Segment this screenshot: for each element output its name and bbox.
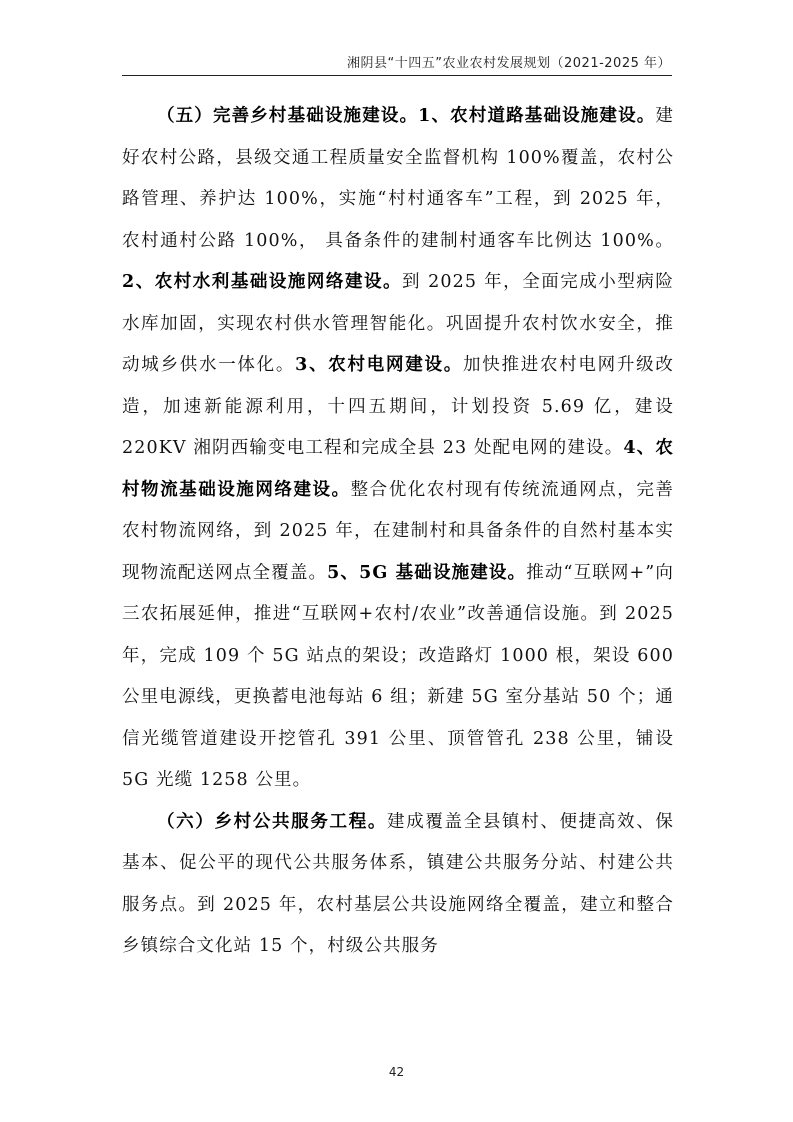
text-public-services: 建成覆盖全县镇村、便捷高效、保基本、促公平的现代公共服务体系，镇建公共服务分站、村建公共服务点。到 2025 年，农村基层公共设施网络全覆盖，建立和整合乡镇综合文化站 15 个，村级公共服务 <box>122 811 674 956</box>
text-water-network: 到 2025 年，全面完成小型病险水库加固，实现农村供水管理智能化。巩固提升农村饮水安全，推动城乡供水一体化。 <box>122 272 674 375</box>
body-text <box>122 96 674 968</box>
heading-power-grid: 3、农村电网建设。 <box>295 355 463 375</box>
heading-rural-infrastructure: （五）完善乡村基础设施建设。1、农村道路基础设施建设。 <box>157 106 656 126</box>
heading-water-network: 2、农村水利基础设施网络建设。 <box>122 272 403 292</box>
page-header: 湘阴县“十四五”农业农村发展规划（2021-2025 年） <box>347 56 671 71</box>
paragraph-public-services <box>122 802 674 968</box>
page-number: 42 <box>388 1065 405 1079</box>
text-power-grid: 加快推进农村电网升级改造，加速新能源利用，十四五期间，计划投资 5.69 亿，建设 220KV 湘阴西输变电工程和完成全县 23 处配电网的建设。 <box>122 355 674 458</box>
paragraph-rural-infrastructure <box>122 96 674 802</box>
heading-logistics-network: 4、农村物流基础设施网络建设。 <box>122 438 674 500</box>
heading-5g-infrastructure: 5、5G 基础设施建设。 <box>327 562 527 583</box>
header-rule <box>122 75 672 76</box>
text-logistics-network: 整合优化农村现有传统流通网点，完善农村物流网络，到 2025 年，在建制村和具备条件的自然村基本实现物流配送网点全覆盖。 <box>122 479 675 583</box>
text-rural-roads: 建好农村公路，县级交通工程质量安全监督机构 100%覆盖，农村公路管理、养护达 100%，实施“村村通客车”工程，到 2025 年，农村通村公路 100%， 具备条件的建制村通客车比例达 100%。 <box>122 106 674 251</box>
heading-public-services: （六）乡村公共服务工程。 <box>157 811 388 832</box>
text-5g-infrastructure: 推动“互联网+”向三农拓展延伸，推进“互联网+农村/农业”改善通信设施。到 2025 年，完成 109 个 5G 站点的架设；改造路灯 1000 根，架设 600 公里电源线，更换蓄电池每站 6 组；新建 5G 室分基站 50 个；通信光缆管道建设开挖管孔 391 公里、顶管管孔 238 公里，铺设 5G 光缆 1258 公里。 <box>122 562 674 790</box>
